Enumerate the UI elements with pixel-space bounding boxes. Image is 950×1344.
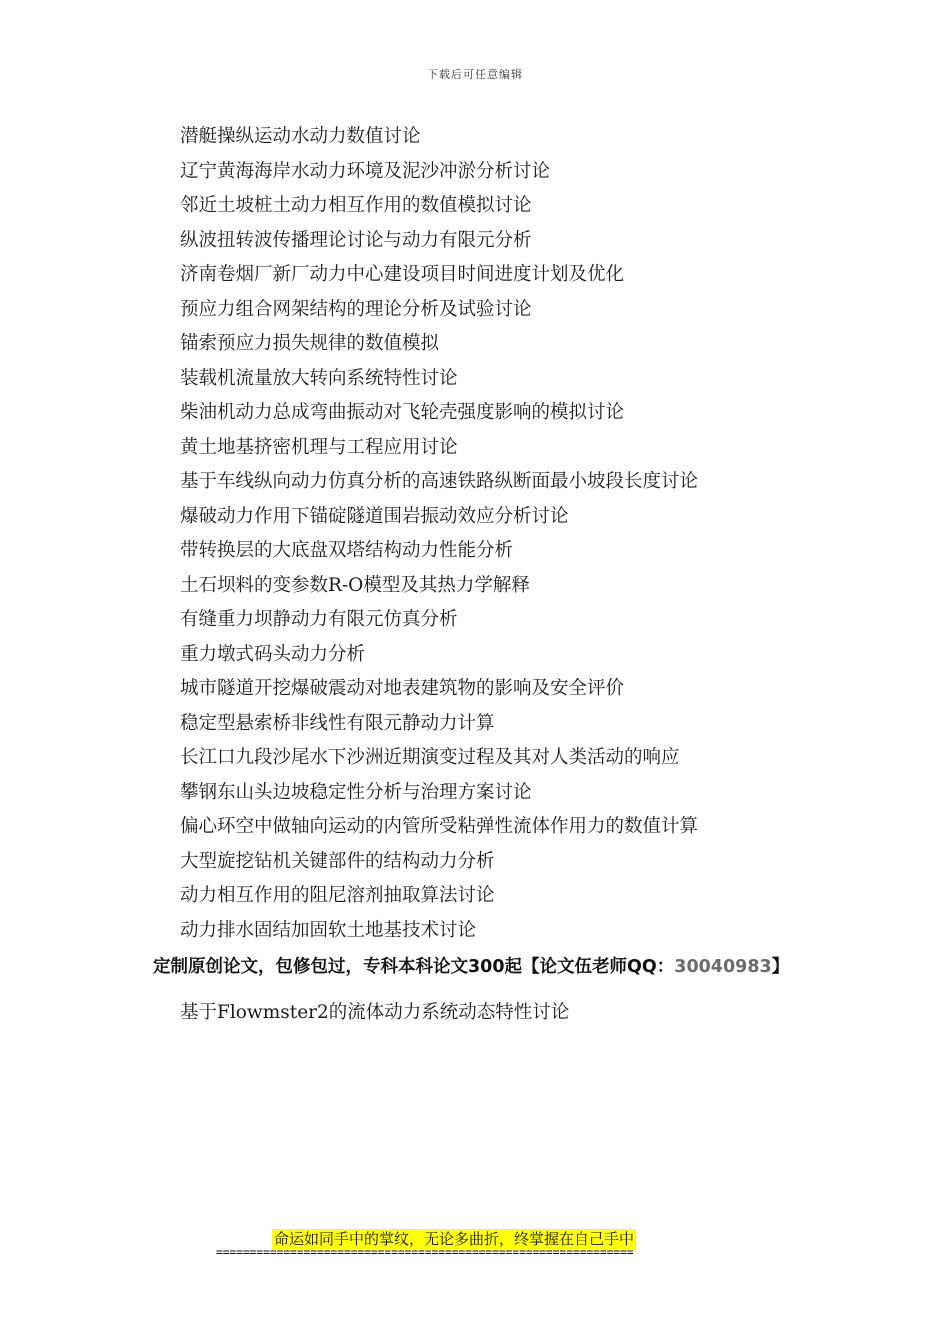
promo-text-end: 】 [771,957,790,977]
topic-item-extra: 基于Flowmster2的流体动力系统动态特性讨论 [180,1002,570,1023]
topic-item: 基于车线纵向动力仿真分析的高速铁路纵断面最小坡段长度讨论 [180,471,699,492]
topic-item: 城市隧道开挖爆破震动对地表建筑物的影响及安全评价 [180,678,625,699]
qq-number: 30040983 [674,957,772,977]
topic-item: 柴油机动力总成弯曲振动对飞轮壳强度影响的模拟讨论 [180,402,625,423]
promo-text: 定制原创论文，包修包过，专科本科论文300起【论文伍老师QQ： [153,957,675,977]
topic-item: 装载机流量放大转向系统特性讨论 [180,367,458,389]
topic-item: 预应力组合网架结构的理论分析及试验讨论 [180,298,532,320]
topic-item: 锚索预应力损失规律的数值模拟 [180,333,440,354]
page-header: 下载后可任意编辑 [427,68,523,81]
topic-item: 潜艇操纵运动水动力数值讨论 [180,126,421,147]
footer-motto: 命运如同手中的掌纹，无论多曲折，终掌握在自己手中 [274,1230,635,1248]
topic-item: 黄土地基挤密机理与工程应用讨论 [180,436,458,458]
topic-item: 邻近土坡桩土动力相互作用的数值模拟讨论 [180,195,532,216]
topic-item: 动力排水固结加固软土地基技术讨论 [180,919,477,941]
topic-item: 攀钢东山头边坡稳定性分析与治理方案讨论 [180,781,532,803]
topic-item: 济南卷烟厂新厂动力中心建设项目时间进度计划及优化 [180,264,625,285]
topic-item: 重力墩式码头动力分析 [180,643,366,665]
topic-item: 长江口九段沙尾水下沙洲近期演变过程及其对人类活动的响应 [180,747,680,768]
footer-divider: ============================================================== [216,1246,634,1259]
topic-list [180,122,698,950]
topic-item: 辽宁黄海海岸水动力环境及泥沙冲淤分析讨论 [180,160,551,182]
topic-item: 稳定型悬索桥非线性有限元静动力计算 [180,712,495,734]
topic-item: 土石坝料的变参数R-O模型及其热力学解释 [180,574,530,596]
topic-item: 动力相互作用的阻尼溶剂抽取算法讨论 [180,885,495,906]
topic-item: 偏心环空中做轴向运动的内管所受粘弹性流体作用力的数值计算 [180,816,699,837]
topic-item: 有缝重力坝静动力有限元仿真分析 [180,609,458,630]
promo-banner [153,953,789,978]
topic-item: 纵波扭转波传播理论讨论与动力有限元分析 [180,229,532,251]
topic-item: 大型旋挖钻机关键部件的结构动力分析 [180,850,495,872]
topic-item: 爆破动力作用下锚碇隧道围岩振动效应分析讨论 [180,505,569,527]
topic-item: 带转换层的大底盘双塔结构动力性能分析 [180,540,514,561]
